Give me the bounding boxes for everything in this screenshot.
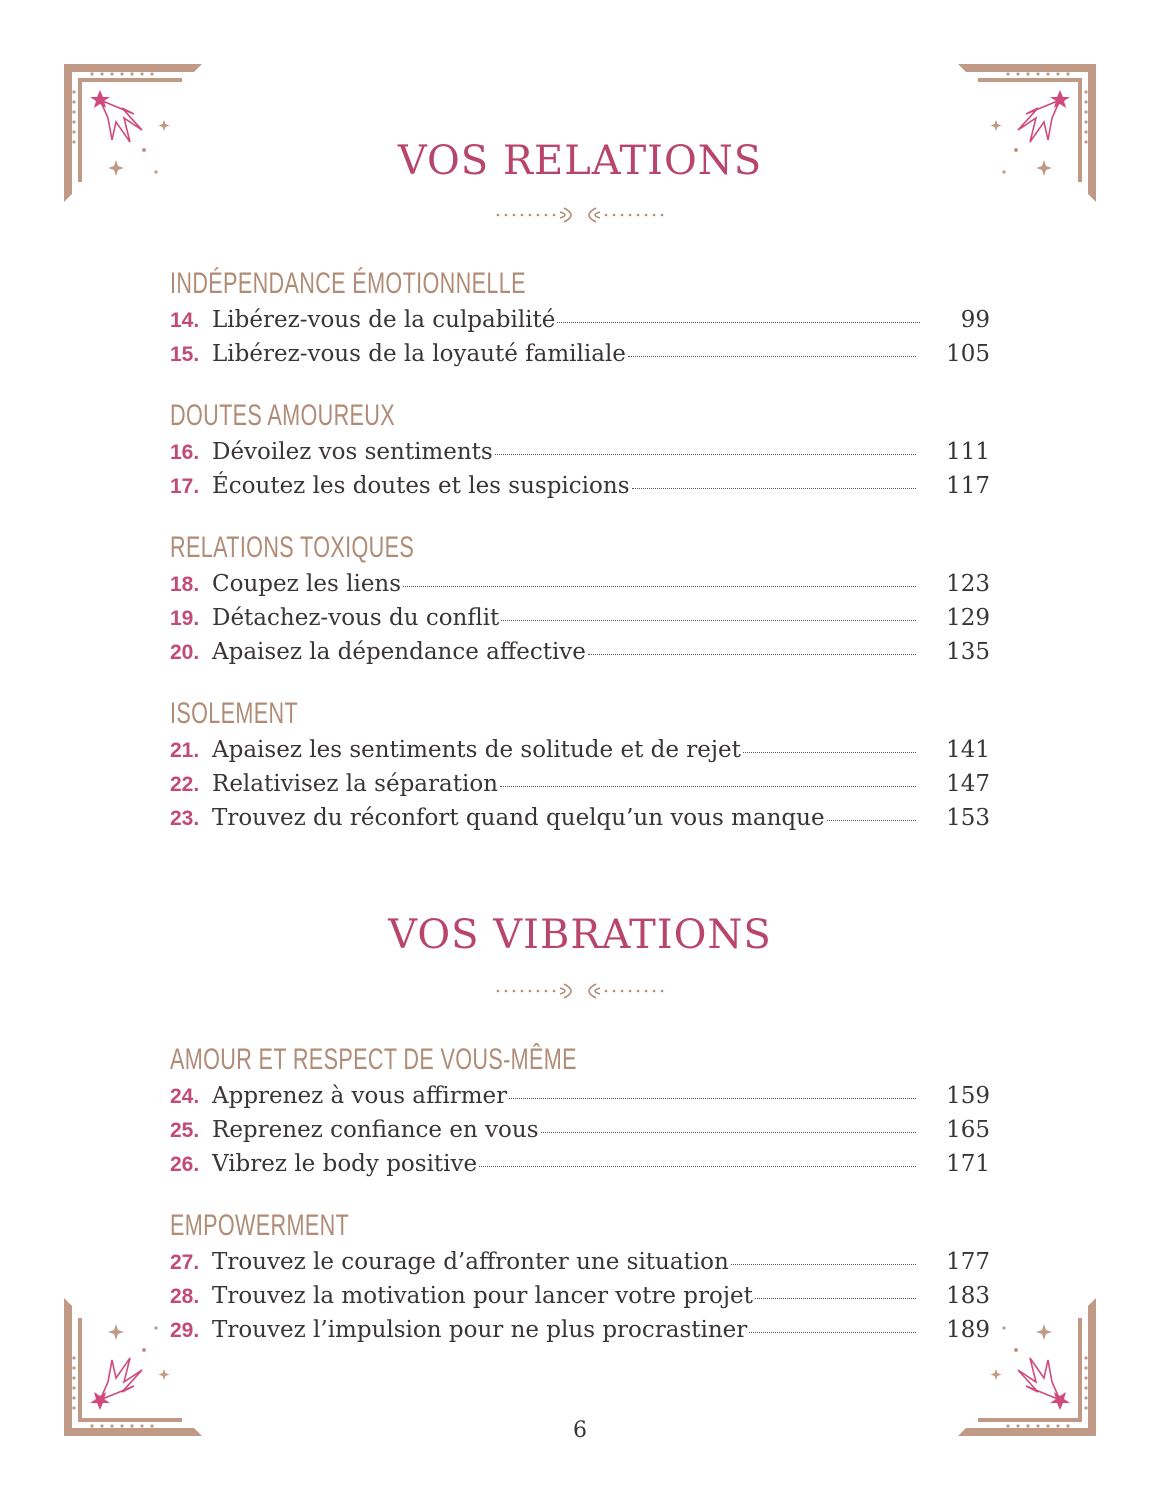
toc-entry[interactable] [170, 436, 990, 470]
toc-section [170, 396, 990, 504]
entry-page: 183 [946, 1282, 990, 1309]
entry-number: 22. [170, 772, 200, 796]
dot-leader [628, 356, 916, 357]
part-title-relations: VOS RELATIONS [397, 138, 763, 184]
toc-entry[interactable] [170, 1246, 990, 1280]
entry-title: Trouvez la motivation pour lancer votre projet [212, 1282, 753, 1309]
dot-leader [755, 1298, 916, 1299]
entry-number: 29. [170, 1318, 200, 1342]
entry-page: 123 [946, 571, 990, 597]
entry-title: Trouvez du réconfort quand quelqu’un vous manque [212, 804, 825, 831]
flourish-divider-icon [490, 980, 670, 1002]
toc-entry[interactable] [170, 1080, 990, 1114]
entry-title: Écoutez les doutes et les suspicions [212, 472, 630, 499]
dot-leader [495, 454, 916, 455]
toc-entry[interactable] [170, 1280, 990, 1314]
dot-leader [500, 786, 916, 787]
entry-page: 189 [946, 1316, 990, 1343]
toc-section [170, 528, 990, 669]
entry-number: 17. [170, 474, 200, 498]
flourish-divider-icon [490, 204, 670, 226]
toc-entry[interactable] [170, 338, 990, 372]
entry-title: Apaisez les sentiments de solitude et de rejet [212, 737, 741, 763]
dot-leader [827, 820, 917, 821]
toc-entry[interactable] [170, 470, 990, 504]
toc-section [170, 1040, 990, 1181]
toc-section [170, 264, 990, 372]
toc-entry[interactable] [170, 304, 990, 338]
section-heading: EMPOWERMENT [170, 1209, 350, 1242]
toc-entry[interactable] [170, 1148, 990, 1182]
entry-title: Coupez les liens [212, 571, 402, 597]
dot-leader [743, 752, 916, 753]
toc-entry[interactable] [170, 636, 990, 670]
entry-page: 141 [946, 737, 990, 763]
entry-page: 135 [946, 638, 990, 665]
entry-page: 159 [946, 1083, 990, 1109]
dot-leader [731, 1264, 916, 1265]
entry-number: 21. [170, 739, 200, 762]
entry-number: 15. [170, 342, 200, 366]
entry-title: Détachez-vous du conflit [212, 604, 500, 631]
entry-number: 18. [170, 573, 200, 596]
entry-title: Apaisez la dépendance affective [212, 638, 586, 665]
page-number: 6 [573, 1418, 587, 1443]
entry-title: Apprenez à vous affirmer [212, 1083, 508, 1109]
entry-title: Trouvez le courage d’affronter une situation [212, 1249, 729, 1275]
toc-section [170, 1206, 990, 1347]
entry-number: 14. [170, 309, 200, 332]
entry-title: Dévoilez vos sentiments [212, 439, 493, 465]
entry-title: Relativisez la séparation [212, 770, 498, 797]
entry-number: 16. [170, 441, 200, 464]
entry-number: 23. [170, 806, 200, 830]
dot-leader [632, 488, 917, 489]
entry-number: 28. [170, 1284, 200, 1308]
entry-number: 25. [170, 1118, 200, 1142]
entry-page: 117 [946, 472, 990, 499]
section-heading: DOUTES AMOUREUX [170, 399, 396, 432]
dot-leader [541, 1132, 917, 1133]
entry-page: 111 [946, 439, 990, 465]
dot-leader [501, 620, 916, 621]
entry-title: Trouvez l’impulsion pour ne plus procrastiner [212, 1316, 748, 1343]
entry-title: Libérez-vous de la culpabilité [212, 307, 556, 333]
entry-page: 105 [946, 340, 990, 367]
entry-title: Reprenez confiance en vous [212, 1116, 539, 1143]
entry-number: 20. [170, 640, 200, 664]
section-heading: RELATIONS TOXIQUES [170, 531, 415, 564]
dot-leader [479, 1166, 916, 1167]
entry-number: 24. [170, 1085, 200, 1108]
entry-number: 27. [170, 1251, 200, 1274]
entry-number: 26. [170, 1152, 200, 1176]
dot-leader [749, 1332, 916, 1333]
entry-page: 147 [946, 770, 990, 797]
entry-number: 19. [170, 606, 200, 630]
toc-entry[interactable] [170, 734, 990, 768]
entry-page: 153 [946, 804, 990, 831]
toc-entry[interactable] [170, 1114, 990, 1148]
toc-entry[interactable] [170, 568, 990, 602]
toc-entry[interactable] [170, 768, 990, 802]
dot-leader [588, 654, 916, 655]
section-heading: INDÉPENDANCE ÉMOTIONNELLE [170, 267, 526, 300]
part-title-vibrations: VOS VIBRATIONS [388, 912, 772, 958]
entry-page: 165 [946, 1116, 990, 1143]
entry-page: 177 [946, 1249, 990, 1275]
entry-title: Libérez-vous de la loyauté familiale [212, 340, 626, 367]
dot-leader [557, 322, 920, 323]
entry-title: Vibrez le body positive [212, 1150, 478, 1177]
section-heading: AMOUR ET RESPECT DE VOUS-MÊME [170, 1043, 577, 1076]
toc-entry[interactable] [170, 602, 990, 636]
entry-page: 171 [946, 1150, 990, 1177]
section-heading: ISOLEMENT [170, 697, 299, 730]
toc-entry[interactable] [170, 802, 990, 836]
toc-section [170, 694, 990, 835]
dot-leader [403, 586, 916, 587]
entry-page: 129 [946, 604, 990, 631]
entry-page: 99 [960, 307, 990, 333]
toc-entry[interactable] [170, 1314, 990, 1348]
dot-leader [509, 1098, 916, 1099]
